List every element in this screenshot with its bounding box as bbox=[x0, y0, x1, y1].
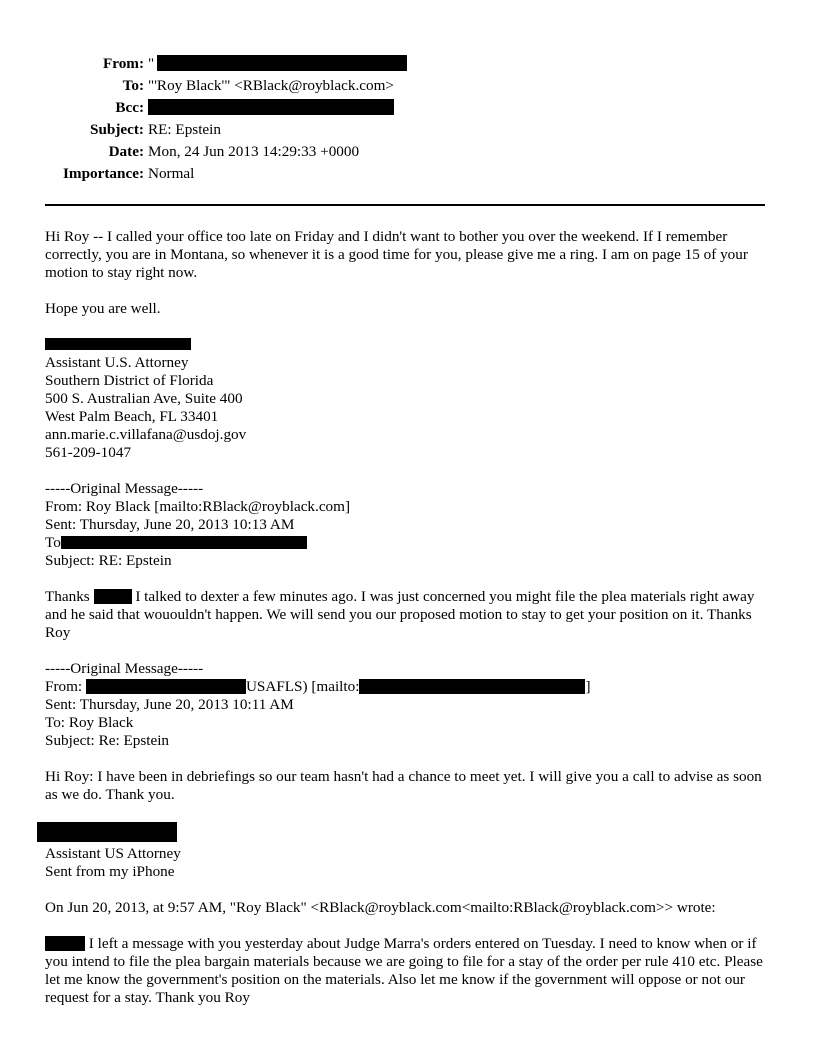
date-label: Date: bbox=[108, 143, 144, 160]
signature-name bbox=[37, 822, 773, 845]
header-divider bbox=[45, 204, 765, 206]
quote-body: I left a message with you yesterday about Judge Marra's orders entered on Tuesday. I need to know when or if you intend to file the plea bargain materials because we are going to file for a stay of the order per rule 410 etc. Please let me know the government's position on the materials. Also let me know if the government will oppose or not our request for a stay. Thank you Roy bbox=[45, 935, 763, 1006]
orig-sent: Sent: Thursday, June 20, 2013 10:13 AM bbox=[45, 516, 295, 533]
original-message-separator: -----Original Message----- bbox=[45, 480, 204, 497]
from-label: From: bbox=[102, 55, 144, 72]
orig-from: From: USAFLS) [mailto: ] bbox=[45, 678, 591, 695]
signature-line: Sent from my iPhone bbox=[45, 863, 175, 880]
signature-phone: 561-209-1047 bbox=[45, 444, 132, 461]
signature-line: West Palm Beach, FL 33401 bbox=[45, 408, 219, 425]
redaction bbox=[45, 338, 191, 350]
header-subject-row bbox=[0, 121, 816, 143]
bcc-label: Bcc: bbox=[115, 99, 144, 116]
orig-sent: Sent: Thursday, June 20, 2013 10:11 AM bbox=[45, 696, 294, 713]
redaction bbox=[359, 679, 585, 694]
redaction bbox=[148, 99, 394, 115]
orig-body: Hi Roy: I have been in debriefings so our team hasn't had a chance to meet yet. I will give you a call to advise as soon as we do. Thank you. bbox=[45, 768, 762, 803]
quote-intro: On Jun 20, 2013, at 9:57 AM, "Roy Black" <RBlack@royblack.com<mailto:RBlack@royblack.com>> wrote: bbox=[45, 899, 716, 916]
signature-line: Assistant US Attorney bbox=[45, 845, 181, 862]
message-paragraph: Hi Roy -- I called your office too late on Friday and I didn't want to bother you over the weekend. If I remember correctly, you are in Montana, so whenever it is a good time for you, please give me a ring. I am on page 15 of your motion to stay right now. bbox=[45, 228, 748, 281]
redaction bbox=[45, 936, 85, 951]
redaction bbox=[94, 589, 132, 604]
orig-subject: Subject: RE: Epstein bbox=[45, 552, 172, 569]
header-to-row bbox=[0, 77, 816, 99]
header-bcc-row bbox=[0, 99, 816, 121]
original-message-separator: -----Original Message----- bbox=[45, 660, 204, 677]
orig-subject: Subject: Re: Epstein bbox=[45, 732, 170, 749]
subject-value: RE: Epstein bbox=[148, 121, 221, 138]
header-from-row bbox=[0, 55, 816, 77]
email-body bbox=[45, 228, 773, 1007]
importance-value: Normal bbox=[148, 165, 195, 182]
date-value: Mon, 24 Jun 2013 14:29:33 +0000 bbox=[148, 143, 360, 160]
signature-email: ann.marie.c.villafana@usdoj.gov bbox=[45, 426, 247, 443]
redaction bbox=[157, 55, 407, 71]
orig-to: To bbox=[45, 534, 773, 552]
header-importance-row bbox=[0, 165, 816, 187]
bcc-value bbox=[148, 99, 394, 117]
signature-name bbox=[45, 336, 773, 354]
signature-line: Assistant U.S. Attorney bbox=[45, 354, 189, 371]
signature-line: 500 S. Australian Ave, Suite 400 bbox=[45, 390, 243, 407]
orig-to: To: Roy Black bbox=[45, 714, 134, 731]
importance-label: Importance: bbox=[63, 165, 144, 182]
orig-body: Thanks I talked to dexter a few minutes ago. I was just concerned you might file the plea materials right away and he said that wououldn't happen. We will send you our proposed motion to stay to get your position on it. Thanks Roy bbox=[45, 588, 755, 641]
redaction bbox=[61, 536, 307, 549]
subject-label: Subject: bbox=[90, 121, 144, 138]
to-label: To: bbox=[122, 77, 144, 94]
redaction bbox=[37, 822, 177, 842]
header-date-row bbox=[0, 143, 816, 165]
orig-from: From: Roy Black [mailto:RBlack@royblack.com] bbox=[45, 498, 351, 515]
from-value: " bbox=[148, 55, 407, 73]
email-header bbox=[0, 55, 816, 187]
redaction bbox=[86, 679, 246, 694]
to-value: "'Roy Black'" <RBlack@royblack.com> bbox=[148, 77, 394, 94]
signature-line: Southern District of Florida bbox=[45, 372, 214, 389]
message-paragraph: Hope you are well. bbox=[45, 300, 161, 317]
